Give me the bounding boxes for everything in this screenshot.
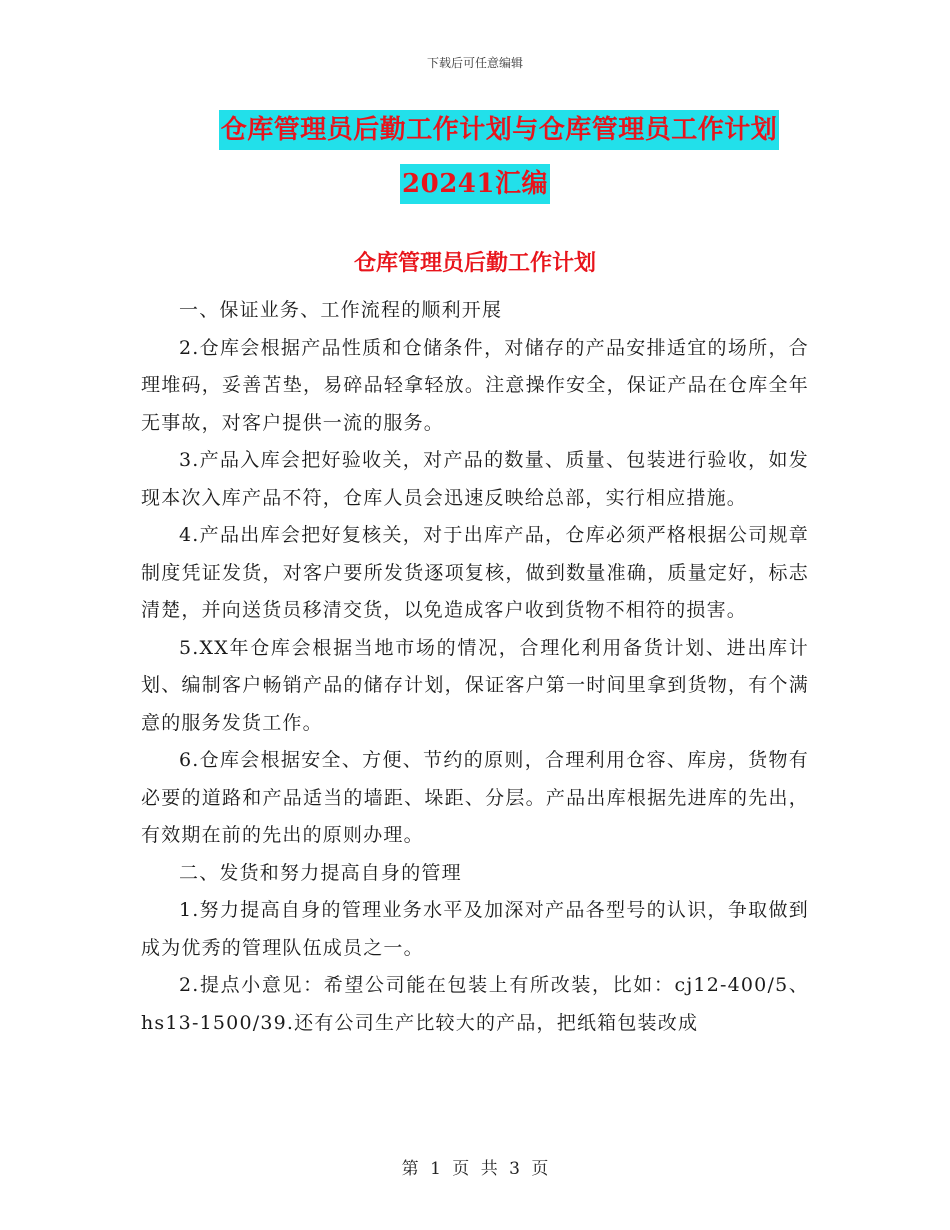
document-title [0, 110, 950, 204]
paragraph-7: 二、发货和努力提高自身的管理 [179, 861, 462, 884]
paragraph-2: 2.仓库会根据产品性质和仓储条件，对储存的产品安排适宜的场所，合理堆码，妥善苫垫，易碎品轻拿轻放。注意操作安全，保证产品在仓库全年无事故，对客户提供一流的服务。 [141, 336, 809, 434]
paragraph-1: 一、保证业务、工作流程的顺利开展 [179, 299, 503, 321]
paragraph-4: 4.产品出库会把好复核关，对于出库产品，仓库必须严格根据公司规章制度凭证发货，对客户要所发货逐项复核，做到数量准确，质量定好，标志清楚，并向送货员移清交货，以免造成客户收到货物不相符的损害。 [141, 524, 809, 621]
header-note: 下载后可任意编辑 [426, 56, 523, 70]
paragraph-5: 5.XX年仓库会根据当地市场的情况，合理化利用备货计划、进出库计划、编制客户畅销产品的储存计划，保证客户第一时间里拿到货物，有个满意的服务发货工作。 [141, 636, 809, 734]
page-number: 第 1 页 共 3 页 [401, 1159, 549, 1179]
paragraph-9: 2.提点小意见：希望公司能在包装上有所改装，比如：cj12-400/5、hs13-1500/39.还有公司生产比较大的产品，把纸箱包装改成 [141, 974, 809, 1034]
paragraph-8: 1.努力提高自身的管理业务水平及加深对产品各型号的认识，争取做到成为优秀的管理队伍成员之一。 [141, 899, 809, 959]
section-title: 仓库管理员后勤工作计划 [353, 250, 596, 276]
paragraph-6: 6.仓库会根据安全、方便、节约的原则，合理利用仓容、库房，货物有必要的道路和产品适当的墙距、垛距、分层。产品出库根据先进库的先出，有效期在前的先出的原则办理。 [141, 749, 809, 846]
title-line-1: 仓库管理员后勤工作计划与仓库管理员工作计划 [219, 110, 780, 150]
title-line-2: 20241汇编 [400, 164, 550, 204]
body-text [141, 292, 809, 1042]
paragraph-3: 3.产品入库会把好验收关，对产品的数量、质量、包装进行验收，如发现本次入库产品不符，仓库人员会迅速反映给总部，实行相应措施。 [141, 449, 809, 509]
